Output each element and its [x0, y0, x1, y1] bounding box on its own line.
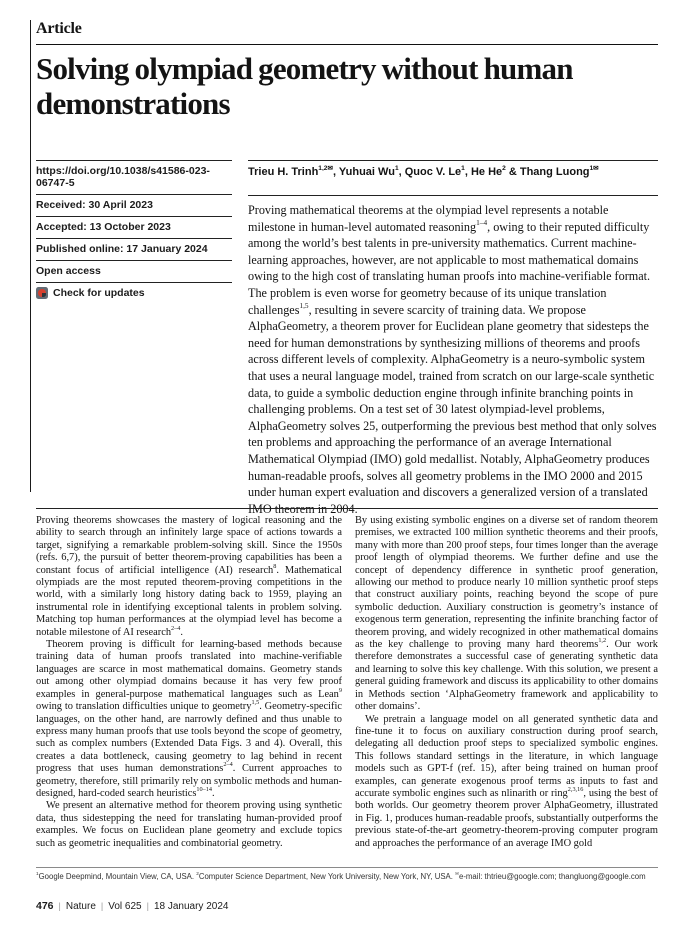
body-paragraph: We pretrain a language model on all generated synthetic data and fine-tune it to focus on auxiliary construction during proof search, delegating all deduction proof steps to specialized symbolic engines. This follows standard settings in the literature, in which language models such as GPT-f (ref. 15), after being trained on human proof examples, can generate exogenous proof terms as inputs to fast and accurate symbolic engines such as nlinarith or ring$^{2,3,16}$, using the best of both worlds. Our geometry theorem prover AlphaGeometry, illustrated in Fig. 1, produces human-readable proofs, substantially outperforms the previous state-of-the-art geometry-theorem-proving computer program and approaches the performance of an average IMO gold — [355, 713, 658, 849]
footer-separator: | — [58, 901, 61, 911]
page-number: 476 — [36, 900, 54, 912]
page-footer — [36, 900, 228, 912]
journal-name: Nature — [65, 901, 96, 912]
body-column-right — [355, 515, 658, 850]
left-margin-rule — [30, 20, 31, 492]
metadata-column — [36, 160, 232, 304]
authors-line: Trieu H. Trinh$^{1,2✉}$, Yuhuai Wu$^1$, Quoc V. Le$^1$, He He$^2$ & Thang Luong$^{1✉}$ — [248, 164, 599, 178]
doi-link[interactable]: https://doi.org/10.1038/s41586-023-06747-5 — [36, 160, 232, 194]
body-paragraph: By using existing symbolic engines on a diverse set of random theorem premises, we extracted 100 million synthetic theorems and their proofs, many with more than 200 proof steps, four times longer than the average proof length of olympiad theorems. We further define and use the concept of dependency difference in synthetic proof generation, allowing our method to produce nearly 10 million synthetic proof steps that construct auxiliary points, reaching beyond the scope of pure symbolic deduction. Auxiliary construction is geometry’s instance of exogenous term generation, representing the infinite branching factor of theorem proving, and widely recognized in other mathematical domains as the key challenge to proving many hard theorems$^{1,2}$. Our work therefore demonstrates a successful case of generating synthetic data and learning to solve this key challenge. With this solution, we present a general guiding framework and discuss its applicability to other domains in Methods section ‘AlphaGeometry framework and applicability to other domains’. — [355, 515, 658, 713]
footer-separator: | — [146, 901, 149, 911]
body-paragraph: Theorem proving is difficult for learning-based methods because training data of human proofs translated into machine-verifiable languages are scarce in most mathematical domains. Geometry stands out among other olympiad domains because it has very few proof examples in general-purpose mathematical languages such as Lean$^9$ owing to translation difficulties unique to geometry$^{1,5}$. Geometry-specific languages, on the other hand, are narrowly defined and thus unable to express many human proofs that use tools beyond the scope of geometry, such as complex numbers (Extended Data Figs. 3 and 4). Overall, this creates a data bottleneck, causing geometry to lag behind in recent progress that uses human demonstrations$^{2-4}$. Current approaches to geometry, therefore, still primarily rely on symbolic methods and human-designed, hard-coded search heuristics$^{10-14}$. — [36, 639, 342, 799]
received-date: Received: 30 April 2023 — [36, 194, 232, 216]
body-paragraph: Proving theorems showcases the mastery of logical reasoning and the ability to search through an infinitely large space of actions towards a target, signifying a remarkable problem-solving skill. Since the 1950s (refs. 6,7), the pursuit of better theorem-proving capabilities has been a constant focus of artificial intelligence (AI) research$^8$. Mathematical olympiads are the most reputed theorem-proving competitions in the world, with a similarly long history dating back to 1959, playing an instrumental role in identifying exceptional talents in problem solving. Matching top human performances at the olympiad level has become a notable milestone of AI research$^{2-4}$. — [36, 515, 342, 638]
footnote-rule — [36, 867, 658, 868]
abstract-column — [248, 160, 658, 517]
accepted-date: Accepted: 13 October 2023 — [36, 216, 232, 238]
body-divider-rule — [36, 508, 658, 509]
crossmark-icon — [36, 287, 48, 299]
article-title: Solving olympiad geometry without human demonstrations — [36, 51, 573, 121]
abstract-text: Proving mathematical theorems at the olympiad level represents a notable milestone in human-level automated reasoning$^{1-4}$, owing to their reputed difficulty among the world’s best talents in pre-university mathematics. Current machine-learning approaches, however, are not applicable to most mathematical domains owing to the high cost of translating human proofs into machine-verifiable format. The problem is even worse for geometry because of its unique translation challenges$^{1,5}$, resulting in severe scarcity of training data. We propose AlphaGeometry, a theorem prover for Euclidean plane geometry that sidesteps the need for human demonstrations by synthesizing millions of theorems and proofs across different levels of complexity. AlphaGeometry is a neuro-symbolic system that uses a neural language model, trained from scratch on our large-scale synthetic data, to guide a symbolic deduction engine through infinite branching points in challenging problems. On a test set of 30 latest olympiad-level problems, AlphaGeometry solves 25, outperforming the previous best method that only solves ten problems and approaching the performance of an average International Mathematical Olympiad (IMO) gold medallist. Notably, AlphaGeometry produces human-readable proofs, solves all geometry problems in the IMO 2000 and 2015 under human expert evaluation and discovers a generalized version of a translated IMO theorem in 2004. — [248, 203, 657, 516]
issue-date: 18 January 2024 — [153, 901, 229, 912]
check-for-updates-button[interactable] — [36, 282, 232, 304]
check-for-updates-label: Check for updates — [53, 287, 145, 299]
body-column-left — [36, 515, 342, 850]
open-access-label: Open access — [36, 260, 232, 282]
body-paragraph: We present an alternative method for theorem proving using synthetic data, thus sidestepping the need for translating human-provided proof examples. We focus on Euclidean plane geometry and exclude topics such as geometric inequalities and combinatorial geometry. — [36, 800, 342, 849]
article-kicker: Article — [36, 20, 82, 37]
header-rule — [36, 44, 658, 45]
footer-separator: | — [100, 901, 104, 911]
published-date: Published online: 17 January 2024 — [36, 238, 232, 260]
volume-label: Vol 625 — [108, 901, 142, 912]
affiliations-footnote: $^1$Google Deepmind, Mountain View, CA, USA. $^2$Computer Science Department, New York University, New York, NY, USA. ✉e-mail: thtrieu@google.com; thangluong@google.com — [36, 870, 646, 881]
